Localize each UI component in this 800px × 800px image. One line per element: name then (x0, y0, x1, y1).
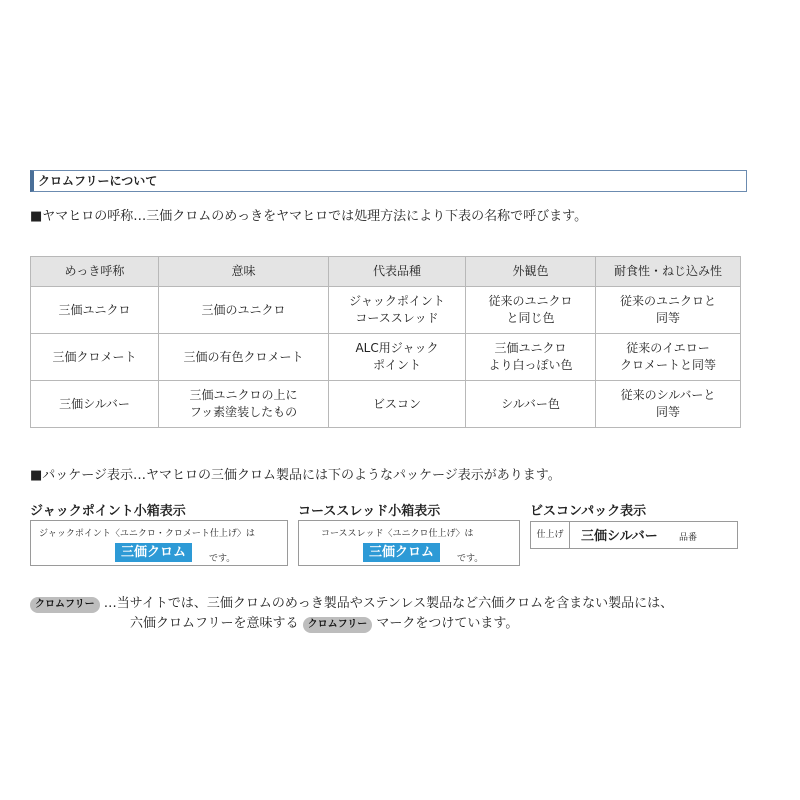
plating-table (30, 256, 741, 428)
coarse-package-title: コーススレッド小箱表示 (298, 504, 441, 519)
table-cell: ALC用ジャック ポイント (329, 334, 466, 381)
table-cell: 三価の有色クロメート (159, 334, 329, 381)
jack-package-note: ジャックポイント〈ユニクロ・クロメート仕上げ〉は (39, 529, 255, 539)
table-header-row (31, 257, 741, 287)
footer-text-2-post: マークをつけています。 (376, 616, 519, 631)
coarse-package-label (298, 520, 520, 566)
footer-line-2 (130, 612, 518, 633)
product-code-label: 品番 (679, 533, 698, 543)
bisucon-package-label (530, 521, 738, 549)
footer-text-2-pre: 六価クロムフリーを意味する (130, 616, 299, 631)
table-cell: 三価ユニクロ より白っぽい色 (466, 334, 596, 381)
table-row (31, 334, 741, 381)
table-cell: 従来のシルバーと 同等 (596, 381, 741, 428)
table-row (31, 381, 741, 428)
jack-package-title: ジャックポイント小箱表示 (30, 504, 186, 519)
table-cell: 三価クロメート (31, 334, 159, 381)
table-header-cell: 耐食性・ねじ込み性 (596, 257, 741, 287)
table-header-cell: 外観色 (466, 257, 596, 287)
chrome-free-badge: クロムフリー (30, 597, 100, 613)
finish-value: 三価シルバー (581, 529, 658, 544)
sanka-chrome-badge: 三価クロム (363, 543, 440, 562)
bisucon-package-title: ビスコンパック表示 (530, 504, 647, 519)
table-cell: 三価のユニクロ (159, 287, 329, 334)
table-cell: 従来のユニクロと 同等 (596, 287, 741, 334)
section-title: クロムフリーについて (30, 170, 747, 192)
table-row (31, 287, 741, 334)
finish-label: 仕上げ (531, 522, 570, 548)
table-cell: 従来のユニクロ と同じ色 (466, 287, 596, 334)
table-cell: 従来のイエロー クロメートと同等 (596, 334, 741, 381)
coarse-package-note: コーススレッド〈ユニクロ仕上げ〉は (321, 529, 474, 539)
chrome-free-badge: クロムフリー (303, 617, 373, 633)
intro-text: ■ヤマヒロの呼称…三価クロムのめっきをヤマヒロでは処理方法により下表の名称で呼びます。 (30, 209, 588, 224)
sanka-chrome-badge: 三価クロム (115, 543, 192, 562)
table-cell: 三価ユニクロ (31, 287, 159, 334)
table-header-cell: めっき呼称 (31, 257, 159, 287)
jack-package-label (30, 520, 288, 566)
footer-text-1: …当サイトでは、三価クロムのめっき製品やステンレス製品など六価クロムを含まない製品には、 (103, 596, 674, 611)
footer-line-1 (30, 592, 673, 613)
table-cell: シルバー色 (466, 381, 596, 428)
table-cell: 三価ユニクロの上に フッ素塗装したもの (159, 381, 329, 428)
table-header-cell: 意味 (159, 257, 329, 287)
table-cell: 三価シルバー (31, 381, 159, 428)
coarse-package-suffix: です。 (457, 554, 484, 564)
table-header-cell: 代表品種 (329, 257, 466, 287)
table-cell: ジャックポイント コーススレッド (329, 287, 466, 334)
table-cell: ビスコン (329, 381, 466, 428)
package-intro-text: ■パッケージ表示…ヤマヒロの三価クロム製品には下のようなパッケージ表示があります。 (30, 468, 561, 483)
jack-package-suffix: です。 (209, 554, 236, 564)
